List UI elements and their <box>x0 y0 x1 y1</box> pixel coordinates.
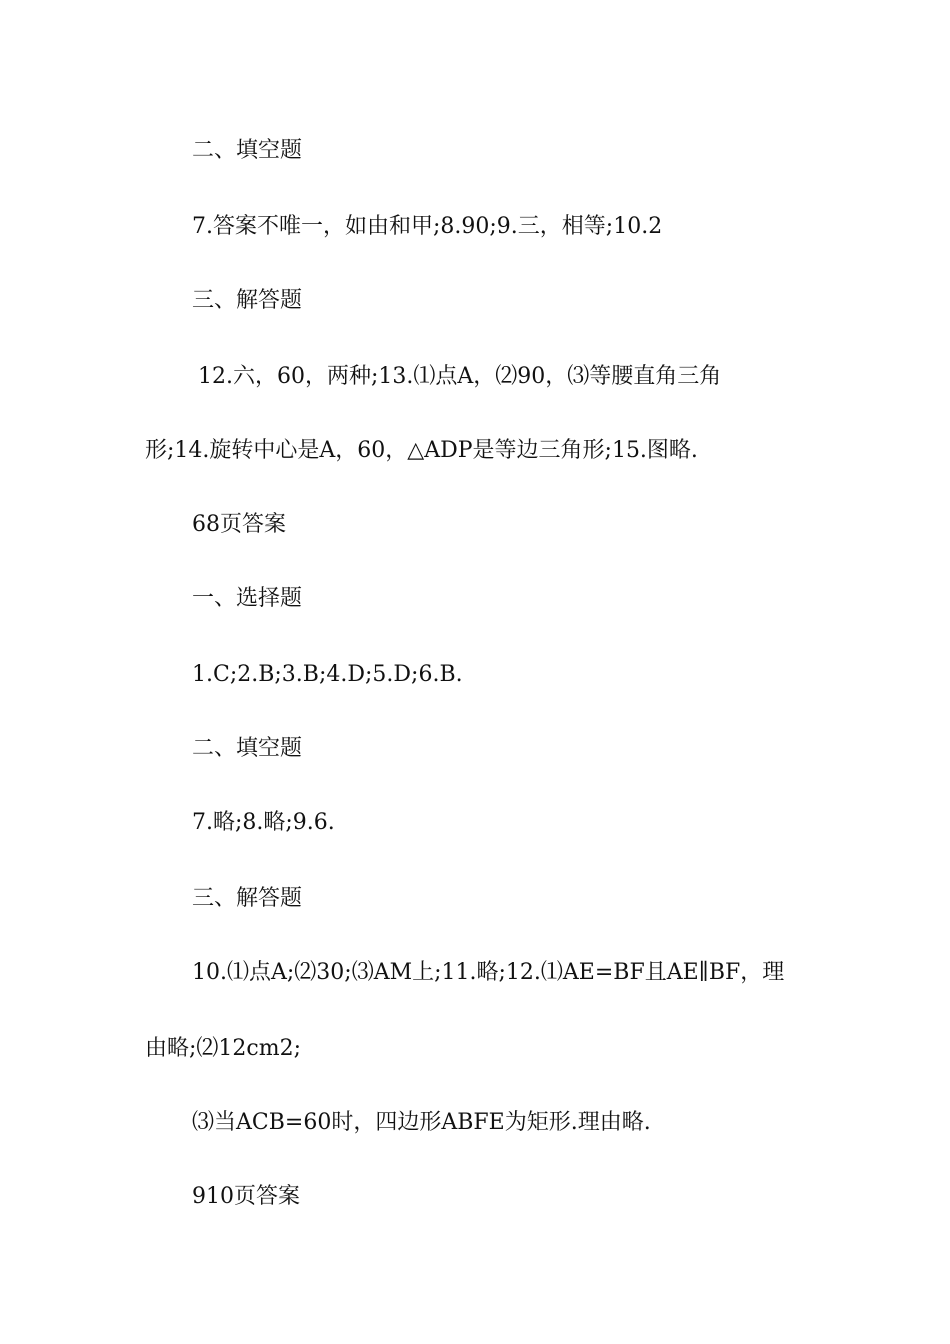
answer-line: 10.⑴点A;⑵30;⑶AM上;11.略;12.⑴AE=BF且AE∥BF，理 <box>192 960 785 985</box>
answer-line: 12.六，60，两种;13.⑴点A，⑵90，⑶等腰直角三角 <box>198 364 722 389</box>
section-heading-fill-blank: 二、填空题 <box>192 138 303 163</box>
answer-line-continued: 由略;⑵12cm2; <box>145 1036 301 1061</box>
answer-line: 7.略;8.略;9.6. <box>192 810 335 835</box>
page-answer-heading: 68页答案 <box>192 512 286 537</box>
page-answer-heading: 910页答案 <box>192 1184 300 1209</box>
answer-line-continued: 形;14.旋转中心是A，60，△ADP是等边三角形;15.图略. <box>145 438 698 463</box>
answer-line: 7.答案不唯一，如由和甲;8.90;9.三，相等;10.2 <box>192 214 663 239</box>
section-heading-fill-blank: 二、填空题 <box>192 736 303 761</box>
answer-line: ⑶当ACB=60时，四边形ABFE为矩形.理由略. <box>192 1110 651 1135</box>
section-heading-solve: 三、解答题 <box>192 886 303 911</box>
section-heading-solve: 三、解答题 <box>192 288 303 313</box>
answer-line: 1.C;2.B;3.B;4.D;5.D;6.B. <box>192 662 463 687</box>
section-heading-choice: 一、选择题 <box>192 586 303 611</box>
